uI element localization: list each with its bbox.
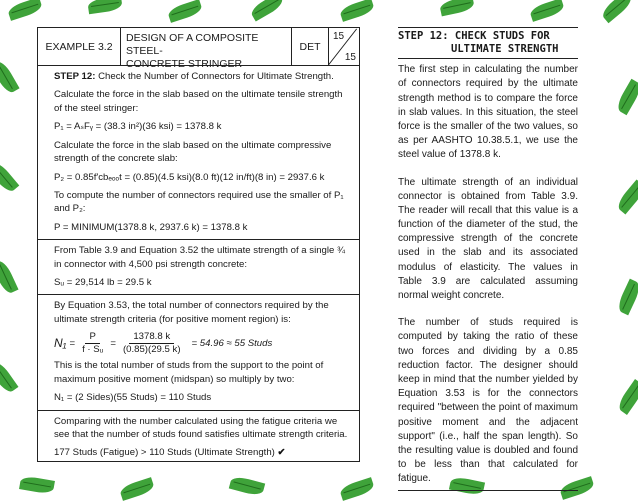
equation: 177 Studs (Fatigue) > 110 Studs (Ultimate Strength) ✔	[54, 447, 286, 459]
sidebar-heading: STEP 12: CHECK STUDS FOR ULTIMATE STRENGTH	[398, 27, 578, 55]
leaf-decoration	[0, 359, 18, 395]
leaf-decoration	[7, 0, 44, 21]
text: This is the total number of studs from the support to the point of maximum positive moment (midspan) so multiply by two:	[54, 360, 324, 385]
leaf-decoration	[0, 259, 19, 296]
leaf-decoration	[615, 279, 638, 316]
text: From Table 3.9 and Equation 3.52 the ultimate strength of a single ¾ in connector with 4,500 psi strength concrete:	[54, 245, 346, 270]
leaf-decoration	[339, 477, 376, 501]
section-connector-strength	[38, 240, 359, 295]
example-title: DESIGN OF A COMPOSITE STEEL- CONCRETE STRINGER	[121, 28, 292, 65]
leaf-decoration	[339, 0, 376, 22]
leaf-decoration	[439, 0, 475, 16]
equation: P₁ = AₛFᵧ = (38.3 in²)(36 ksi) = 1378.8 k	[54, 121, 222, 133]
text: By Equation 3.53, the total number of connectors required by the ultimate strength criteria (for positive moment region) is:	[54, 300, 329, 325]
leaf-decoration	[249, 0, 285, 22]
section-number-of-studs	[38, 295, 359, 410]
text: Calculate the force in the slab based on the ultimate tensile strength of the steel stringer:	[54, 89, 343, 114]
text: To compute the number of connectors required use the smaller of P₁ and P₂:	[54, 189, 344, 215]
leaf-decoration	[229, 475, 265, 497]
leaf-decoration	[616, 379, 638, 415]
calculation-sheet	[37, 27, 360, 462]
page-indicator: 15 15	[329, 28, 359, 65]
example-number: EXAMPLE 3.2	[38, 28, 121, 65]
leaf-decoration	[614, 79, 638, 115]
equation: P = MINIMUM(1378.8 k, 2937.6 k) = 1378.8 k	[54, 221, 248, 233]
sidebar-paragraph: The first step in calculating the number of connectors required by the ultimate strength method is to compare the force in slab values. In this situation, the steel force is the smaller of the two values, so as per AASHTO 10.38.5.1, we use the steel value of 1378.8 k.	[398, 64, 578, 161]
leaf-decoration	[87, 0, 123, 14]
explanation-column	[398, 27, 578, 491]
section-slab-force	[38, 66, 359, 240]
equation: Sᵤ = 29,514 lb = 29.5 k	[54, 277, 152, 289]
leaf-decoration	[615, 179, 638, 214]
leaf-decoration	[0, 159, 19, 194]
det-label: DET	[292, 28, 329, 65]
leaf-decoration	[529, 0, 566, 22]
sheet-header	[38, 28, 359, 71]
leaf-decoration	[119, 477, 156, 501]
checkmark-icon: ✔	[277, 447, 286, 459]
leaf-decoration	[167, 0, 204, 23]
stud-count-equation: N₁ = $\frac{P}{\text{f · Sᵤ}}$ = $\frac{1378.8 k}{(0.85)(29.5 k)}$ = 54.96 ≈ 55 Studs	[54, 331, 273, 355]
sidebar-paragraph: The number of studs required is computed by taking the ratio of these two forces and dividing by a 0.85 reduction factor. The designer should keep in mind that the number yielded by Equation 3.53 is for the connectors required "between the point of maximum positive moment and the adjacent support" (i.e., half the span length). So the resulting value is doubled and found to be less than that calculated for fatigue.	[398, 317, 578, 485]
equation: P₂ = 0.85f′cbₑₒₒt = (0.85)(4.5 ksi)(8.0 ft)(12 in/ft)(8 in) = 2937.6 k	[54, 171, 325, 183]
equation: N₁ = (2 Sides)(55 Studs) = 110 Studs	[54, 392, 212, 404]
section-comparison	[38, 411, 359, 465]
sidebar-paragraph: The ultimate strength of an individual connector is obtained from Table 3.9. The reader will recall that this value is a function of the diameter of the stud, the compressive strength of the concrete used in the slab and its associated modulus of elasticity. The values in Table 3.9 are calculated assuming normal weight concrete.	[398, 176, 578, 301]
step-heading: STEP 12: Check the Number of Connectors for Ultimate Strength.	[54, 71, 334, 82]
text: Calculate the force in the slab based on the ultimate compressive strength of the concrete slab:	[54, 139, 332, 165]
leaf-decoration	[599, 0, 634, 23]
leaf-decoration	[0, 59, 20, 95]
text: Comparing with the number calculated using the fatigue criteria we see that the number of studs found satisfies ultimate strength criteria.	[54, 415, 348, 441]
leaf-decoration	[19, 475, 55, 495]
